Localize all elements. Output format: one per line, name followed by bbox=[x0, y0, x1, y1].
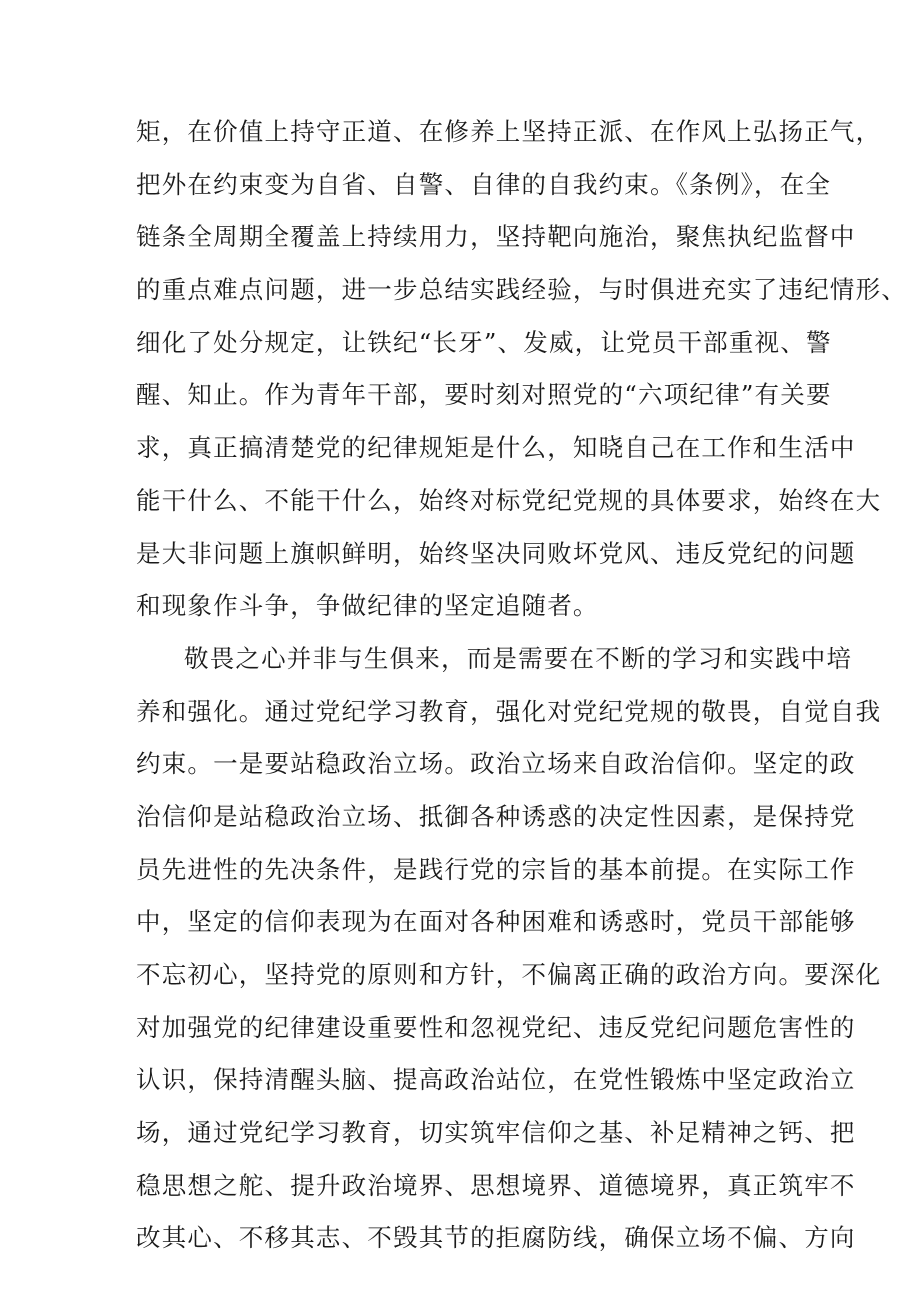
paragraph-2-line: 治信仰是站稳政治立场、抵御各种诱惑的决定性因素，是保持党 bbox=[136, 801, 856, 831]
paragraph-1-line: 把外在约束变为自省、自警、自律的自我约束。《条例》，在全 bbox=[136, 169, 832, 199]
paragraph-2-line: 员先进性的先决条件，是践行党的宗旨的基本前提。在实际工作 bbox=[136, 854, 856, 884]
paragraph-2-line: 约束。一是要站稳政治立场。政治立场来自政治信仰。坚定的政 bbox=[136, 749, 856, 779]
paragraph-2-line: 中，坚定的信仰表现为在面对各种困难和诱惑时，党员干部能够 bbox=[136, 907, 856, 937]
paragraph-1-line: 和现象作斗争，争做纪律的坚定追随者。 bbox=[136, 591, 599, 621]
paragraph-1-line: 链条全周期全覆盖上持续用力，坚持靶向施治，聚焦执纪监督中 bbox=[136, 222, 856, 252]
paragraph-1-line: 矩，在价值上持守正道、在修养上坚持正派、在作风上弘扬正气， bbox=[136, 117, 882, 146]
paragraph-1-line: 求，真正搞清楚党的纪律规矩是什么，知晓自己在工作和生活中 bbox=[136, 433, 856, 463]
paragraph-2-line: 对加强党的纪律建设重要性和忽视党纪、违反党纪问题危害性的 bbox=[136, 1012, 856, 1042]
paragraph-2-line: 不忘初心，坚持党的原则和方针，不偏离正确的政治方向。要深化 bbox=[136, 960, 882, 989]
document-body bbox=[136, 106, 907, 1265]
paragraph-1-line: 的重点难点问题，进一步总结实践经验，与时俱进充实了违纪情形、 bbox=[136, 275, 907, 305]
paragraph-2-line: 养和强化。通过党纪学习教育，强化对党纪党规的敬畏，自觉自我 bbox=[136, 696, 882, 726]
paragraph-1 bbox=[136, 106, 907, 633]
paragraph-1-line: 能干什么、不能干什么，始终对标党纪党规的具体要求，始终在大 bbox=[136, 485, 882, 515]
paragraph-2-line: 敬畏之心并非与生俱来，而是需要在不断的学习和实践中培 bbox=[184, 643, 853, 673]
paragraph-1-line: 细化了处分规定，让铁纪“长牙”、发威，让党员干部重视、警 bbox=[136, 327, 832, 357]
paragraph-2 bbox=[136, 633, 882, 1265]
paragraph-1-line: 是大非问题上旗帜鲜明，始终坚决同败坏党风、违反党纪的问题 bbox=[136, 538, 856, 568]
paragraph-2-line: 改其心、不移其志、不毁其节的拒腐防线，确保立场不偏、方向 bbox=[136, 1223, 856, 1253]
paragraph-1-line: 醒、知止。作为青年干部，要时刻对照党的“六项纪律”有关要 bbox=[136, 380, 832, 410]
paragraph-2-line: 场，通过党纪学习教育，切实筑牢信仰之基、补足精神之钙、把 bbox=[136, 1118, 856, 1148]
paragraph-2-line: 稳思想之舵、提升政治境界、思想境界、道德境界，真正筑牢不 bbox=[136, 1170, 856, 1200]
paragraph-2-line: 认识，保持清醒头脑、提高政治站位，在党性锻炼中坚定政治立 bbox=[136, 1065, 856, 1095]
